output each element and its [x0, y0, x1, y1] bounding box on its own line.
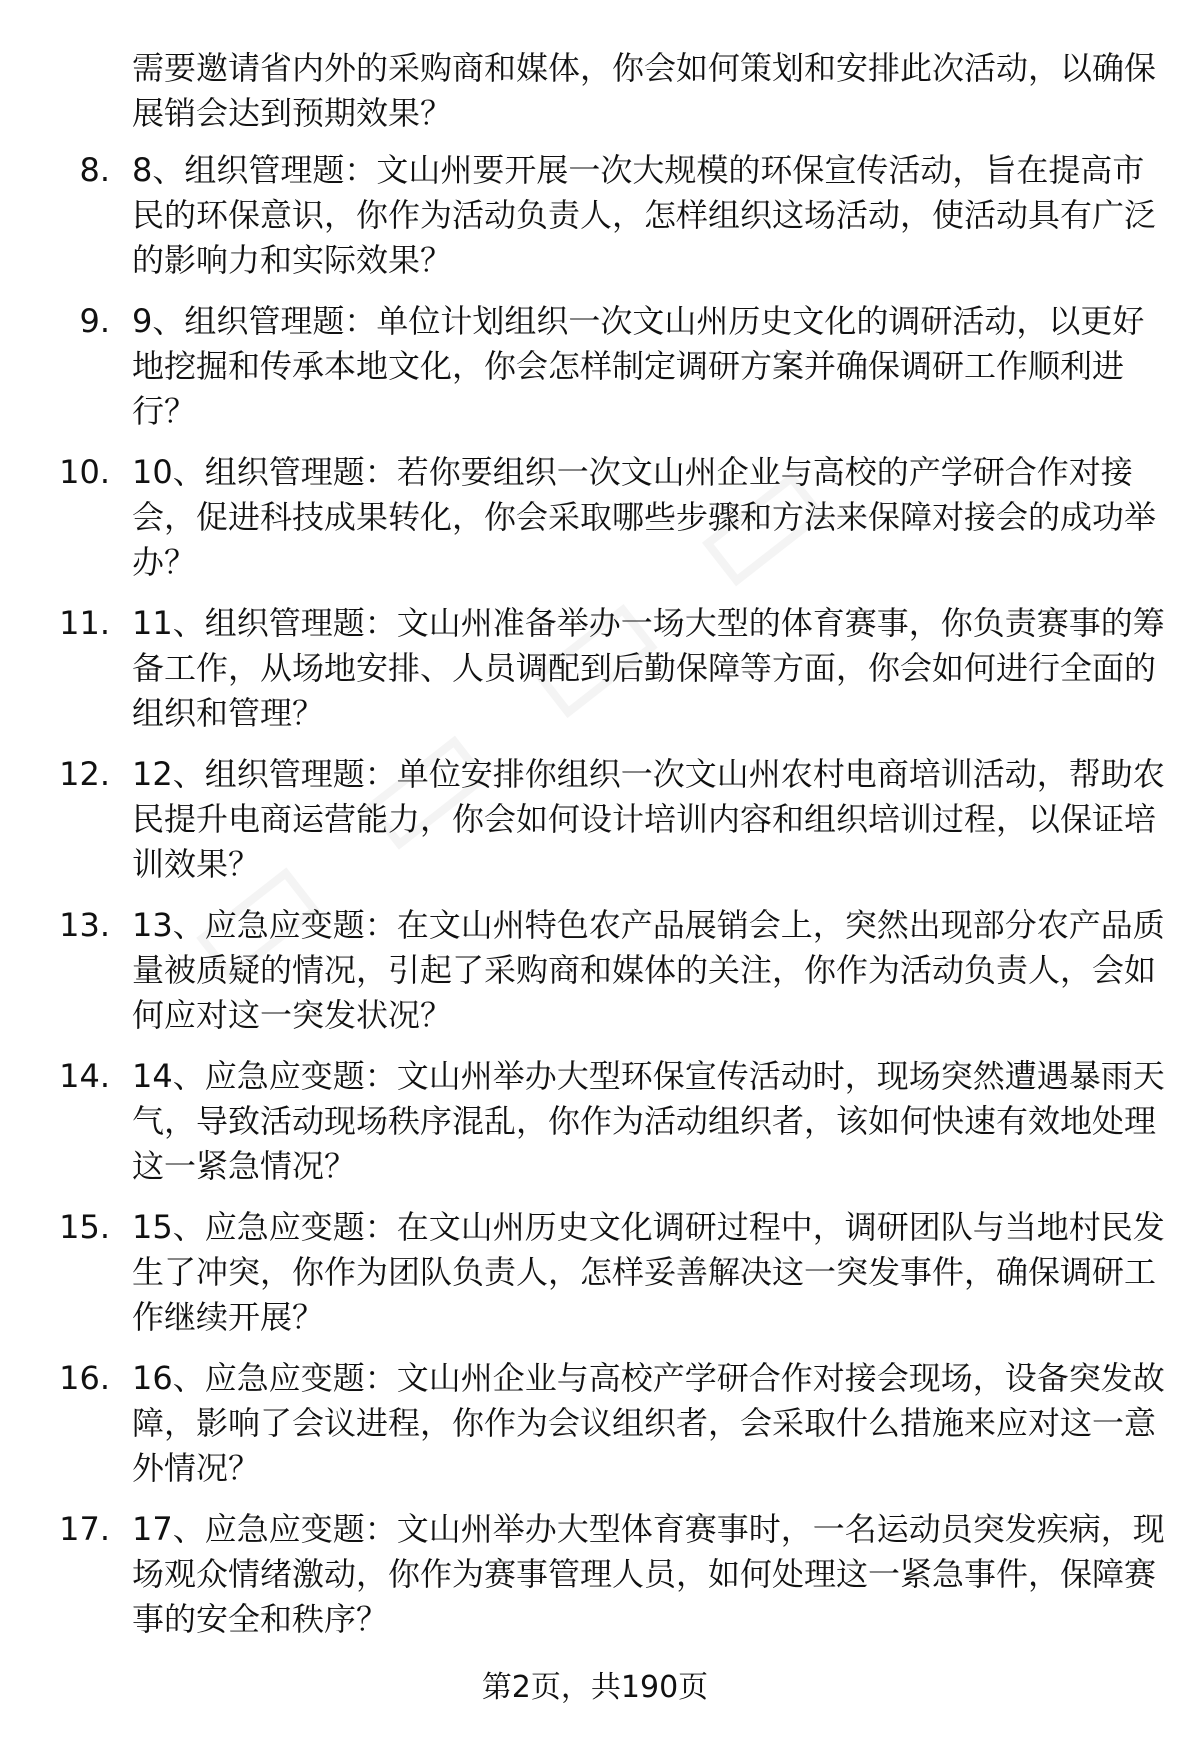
question-text: 9、组织管理题：单位计划组织一次文山州历史文化的调研活动，以更好地挖掘和传承本地文化，你会怎样制定调研方案并确保调研工作顺利进行？: [132, 302, 1145, 430]
question-item: [0, 752, 1190, 887]
question-text: 11、组织管理题：文山州准备举办一场大型的体育赛事，你负责赛事的筹备工作，从场地安排、人员调配到后勤保障等方面，你会如何进行全面的组织和管理？: [132, 604, 1165, 732]
question-item: [0, 299, 1190, 434]
page-content: [0, 46, 1190, 1658]
question-item: [0, 1507, 1190, 1642]
continuation-paragraph: 需要邀请省内外的采购商和媒体，你会如何策划和安排此次活动，以确保展销会达到预期效果？: [132, 49, 1157, 132]
question-item: [0, 1054, 1190, 1189]
question-number: 8.: [79, 151, 110, 189]
question-text: 13、应急应变题：在文山州特色农产品展销会上，突然出现部分农产品质量被质疑的情况，引起了采购商和媒体的关注，你作为活动负责人，会如何应对这一突发状况？: [132, 906, 1165, 1034]
question-number: 12.: [59, 755, 110, 793]
question-item: [0, 450, 1190, 585]
question-text: 10、组织管理题：若你要组织一次文山州企业与高校的产学研合作对接会，促进科技成果转化，你会采取哪些步骤和方法来保障对接会的成功举办？: [132, 453, 1157, 581]
question-item: [0, 903, 1190, 1038]
question-number: 14.: [59, 1057, 110, 1095]
question-text: 8、组织管理题：文山州要开展一次大规模的环保宣传活动，旨在提高市民的环保意识，你作为活动负责人，怎样组织这场活动，使活动具有广泛的影响力和实际效果？: [132, 151, 1157, 279]
question-item: [0, 601, 1190, 736]
question-text: 14、应急应变题：文山州举办大型环保宣传活动时，现场突然遭遇暴雨天气，导致活动现场秩序混乱，你作为活动组织者，该如何快速有效地处理这一紧急情况？: [132, 1057, 1165, 1185]
question-text: 16、应急应变题：文山州企业与高校产学研合作对接会现场，设备突发故障，影响了会议进程，你作为会议组织者，会采取什么措施来应对这一意外情况？: [132, 1359, 1165, 1487]
question-number: 10.: [59, 453, 110, 491]
question-text: 17、应急应变题：文山州举办大型体育赛事时，一名运动员突发疾病，现场观众情绪激动，你作为赛事管理人员，如何处理这一紧急事件，保障赛事的安全和秩序？: [132, 1510, 1165, 1638]
question-item: [0, 1356, 1190, 1491]
question-number: 9.: [79, 302, 110, 340]
question-number: 16.: [59, 1359, 110, 1397]
question-number: 17.: [59, 1510, 110, 1548]
question-item: [0, 148, 1190, 283]
question-text: 12、组织管理题：单位安排你组织一次文山州农村电商培训活动，帮助农民提升电商运营能力，你会如何设计培训内容和组织培训过程，以保证培训效果？: [132, 755, 1165, 883]
question-number: 11.: [59, 604, 110, 642]
question-number: 15.: [59, 1208, 110, 1246]
question-list: [0, 148, 1190, 1642]
question-number: 13.: [59, 906, 110, 944]
question-item: [0, 1205, 1190, 1340]
page-footer: 第2页，共190页: [481, 1670, 709, 1705]
question-text: 15、应急应变题：在文山州历史文化调研过程中，调研团队与当地村民发生了冲突，你作为团队负责人，怎样妥善解决这一突发事件，确保调研工作继续开展？: [132, 1208, 1165, 1336]
